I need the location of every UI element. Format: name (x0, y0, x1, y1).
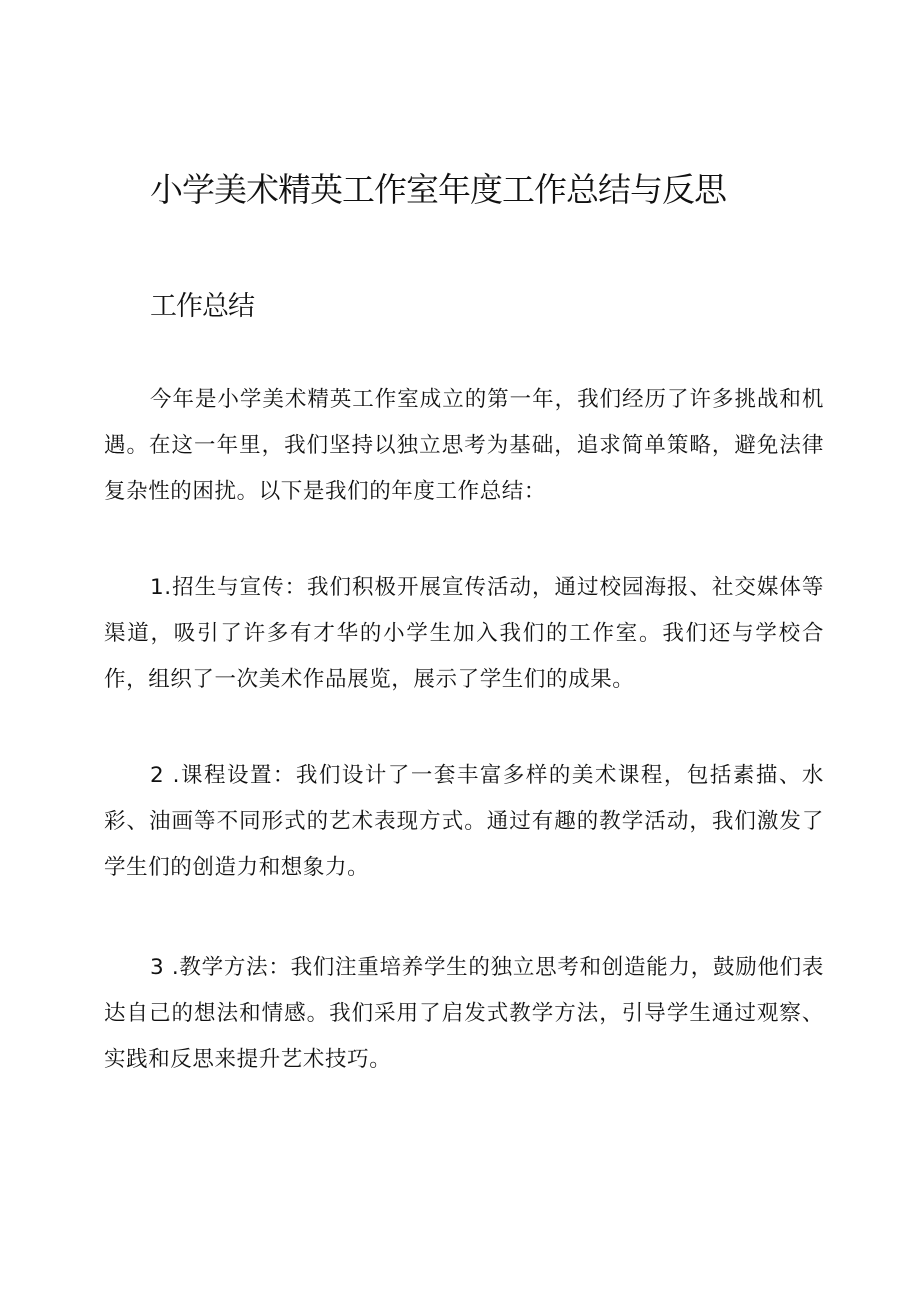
section-heading: 工作总结 (150, 291, 254, 322)
intro-paragraph: 今年是小学美术精英工作室成立的第一年，我们经历了许多挑战和机遇。在这一年里，我们坚持以独立思考为基础，追求简单策略，避免法律复杂性的困扰。以下是我们的年度工作总结： (104, 387, 824, 504)
list-item-curriculum: 2 .课程设置：我们设计了一套丰富多样的美术课程，包括素描、水彩、油画等不同形式的艺术表现方式。通过有趣的教学活动，我们激发了学生们的创造力和想象力。 (104, 763, 824, 880)
list-item-teaching-methods: 3 .教学方法：我们注重培养学生的独立思考和创造能力，鼓励他们表达自己的想法和情感。我们采用了启发式教学方法，引导学生通过观察、实践和反思来提升艺术技巧。 (104, 955, 824, 1072)
list-item-recruitment: 1.招生与宣传：我们积极开展宣传活动，通过校园海报、社交媒体等渠道，吸引了许多有才华的小学生加入我们的工作室。我们还与学校合作，组织了一次美术作品展览，展示了学生们的成果。 (104, 575, 824, 692)
document-title: 小学美术精英工作室年度工作总结与反思 (150, 170, 726, 209)
